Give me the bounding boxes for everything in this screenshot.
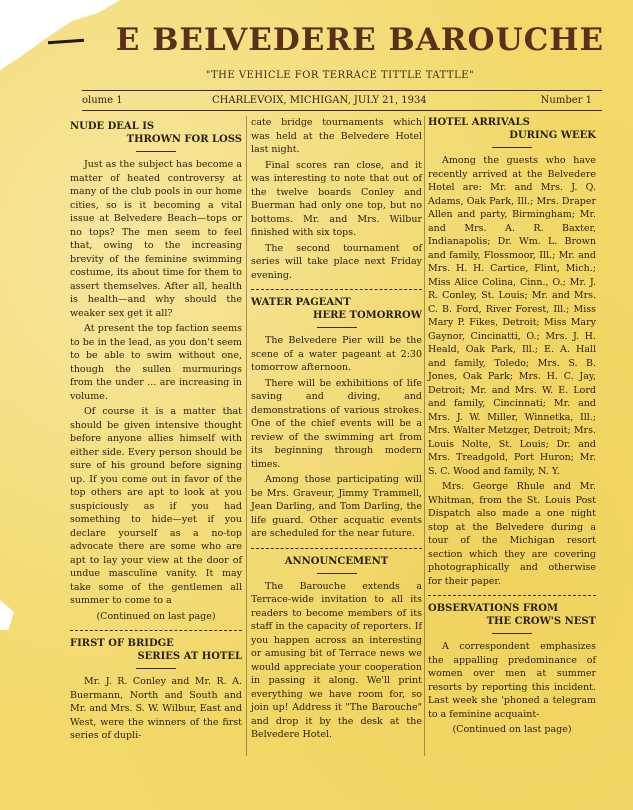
top-rule <box>82 90 602 91</box>
headline-line: HERE TOMORROW <box>313 310 422 321</box>
paragraph: Final scores ran close, and it was interesting to note that out of the twelve boards Conley and Buerman had only one top, but no bottoms. Mr. and Mrs. Wilbur finished with six tops. <box>251 159 422 238</box>
separator <box>70 630 242 631</box>
masthead-tagline: "THE VEHICLE FOR TERRACE TITTLE TATTLE" <box>205 70 475 81</box>
paragraph: Mrs. George Rhule and Mr. Whitman, from the St. Louis Post Dispatch also made a one night stop at the Belvedere during a tour of the Michigan resort section which they are covering photographically and otherwise for their paper. <box>428 481 596 587</box>
headline-line: HOTEL ARRIVALS <box>428 117 530 128</box>
headline-line: DURING WEEK <box>509 130 596 141</box>
paragraph: The Barouche extends a Terrace-wide invitation to all its readers to become members of its staff in the capacity of reporters. If you happen across an interesting or amusing bit of Terrace news we would appreciate your cooperation in passing it along. We'll print everything we have room for, so join up! Address it "The Barouche" and drop it by the desk at the Belvedere Hotel. <box>251 580 422 740</box>
place-date: CHARLEVOIX, MICHIGAN, JULY 21, 1934 <box>212 95 427 106</box>
separator <box>136 151 176 152</box>
separator <box>317 327 357 328</box>
paragraph: There will be exhibitions of life saving and diving, and demonstrations of various strokes. One of the chief events will be a review of the swimming art from its beginning through modern times. <box>251 377 422 470</box>
column-divider <box>246 116 247 756</box>
volume-label: olume 1 <box>82 95 123 106</box>
headline-line: NUDE DEAL IS <box>70 121 155 132</box>
masthead-title: E BELVEDERE BAROUCHE <box>115 22 605 58</box>
headline-line: OBSERVATIONS FROM <box>428 603 559 614</box>
headline-line: THE CROW'S NEST <box>486 616 596 627</box>
paragraph: cate bridge tournaments which was held at the Belvedere Hotel last night. <box>251 117 422 155</box>
separator <box>317 573 357 574</box>
separator <box>492 147 532 148</box>
headline-nude-deal <box>70 120 242 146</box>
column-2 <box>251 116 422 744</box>
headline-line: WATER PAGEANT <box>251 297 351 308</box>
paragraph: Among the guests who have recently arrived at the Belvedere Hotel are: Mr. and Mrs. J. Q. Adams, Oak Park, Ill.; Mrs. Draper Allen and party, Birmingham; Mr. and Mrs. A. R. Baxter, Indianapolis; Dr. Wm. L. Brown and family, Flossmoor, Ill.; Mr. and Mrs. H. H. Cartice, Flint, Mich.; Miss Alice Colina, Cinn., O.; Mr. J. R. Conley, St. Louis; Mr. and Mrs. C. B. Ford, River Forest, Ill.; Miss Mary P. Fikes, Detroit; Miss Mary Gaynor, Cincinatti, O.; Mrs. J. H. Heald, Oak Park, Ill.; E. A. Hall and family, Toledo; Mrs. S. B. Jones, Oak Park; Mrs. H. C. Jay, Detroit; Mr. and Mrs. W. E. Lord and family, Cincinnati; Mr. and Mrs. J. W. Miller, Winnetka, Ill.; Mrs. Walter Metzger, Detroit; Mrs. Louis Nolte, St. Louis; Dr. and Mrs. Treadgold, Port Huron; Mr. S. C. Wood and family, N. Y. <box>428 155 596 477</box>
continued-note: (Continued on last page) <box>96 610 216 622</box>
paragraph: The Belvedere Pier will be the scene of a water pageant at 2:30 tomorrow afternoon. <box>251 335 422 373</box>
paragraph: Mr. J. R. Conley and Mr. R. A. Buermann, North and South and Mr. and Mrs. S. W. Wilbur, East and West, were the winners of the first series of dupli- <box>70 676 242 741</box>
column-1 <box>70 116 242 745</box>
paragraph: Among those participating will be Mrs. Graveur, Jimmy Trammell, Jean Darling, and Tom Darling, the life guard. Other acquatic events are scheduled for the near future. <box>251 474 422 539</box>
headline-line: FIRST OF BRIDGE <box>70 638 174 649</box>
paragraph: Just as the subject has become a matter of heated controversy at many of the club pools in our home cities, so is it becoming a vital issue at Belvedere Beach—tops or no tops? The men seem to feel that, owing to the increasing brevity of the feminine swimming costume, its about time for them to assert themselves. After all, health is health—and why should the weaker sex get it all? <box>70 159 242 319</box>
headline-line: THROWN FOR LOSS <box>126 134 242 145</box>
headline-line: SERIES AT HOTEL <box>137 651 242 662</box>
continued-note: (Continued on last page) <box>452 724 572 735</box>
separator <box>251 289 422 290</box>
headline-observations <box>428 602 596 628</box>
dateline-rule <box>82 110 602 111</box>
pen-mark <box>48 39 84 45</box>
paragraph: Of course it is a matter that should be given intensive thought before anyone allies himself with either side. Every person should be sure of his ground before signing up. If you come out in favor of the top others are apt to look at you suspiciously as if you had something to hide—yet if you declare yourself as a no-top advocate there are some who are apt to lay your view at the door of undue masculine vanity. It may take some of the gentlemen all summer to come to a <box>70 406 242 606</box>
paragraph: A correspondent emphasizes the appalling predominance of women over men at summer resorts by reporting this incident. Last week she 'phoned a telegram to a feminine acquaint- <box>428 641 596 720</box>
column-3 <box>428 116 596 739</box>
headline-line: ANNOUNCEMENT <box>284 555 389 567</box>
paragraph: At present the top faction seems to be in the lead, as you don't seem to be able to swim without one, though the sullen murmurings from the under ... are increasing in volume. <box>70 323 242 402</box>
issue-number: Number 1 <box>540 95 592 106</box>
headline-bridge <box>70 637 242 663</box>
separator <box>492 633 532 634</box>
dateline <box>82 95 602 109</box>
headline-arrivals <box>428 116 596 142</box>
column-divider <box>424 116 425 756</box>
separator <box>251 548 422 549</box>
separator <box>428 595 596 596</box>
torn-edge <box>0 600 14 630</box>
separator <box>136 668 176 669</box>
paragraph: The second tournament of series will take place next Friday evening. <box>251 242 422 281</box>
headline-pageant <box>251 296 422 322</box>
headline-announcement <box>251 555 422 568</box>
